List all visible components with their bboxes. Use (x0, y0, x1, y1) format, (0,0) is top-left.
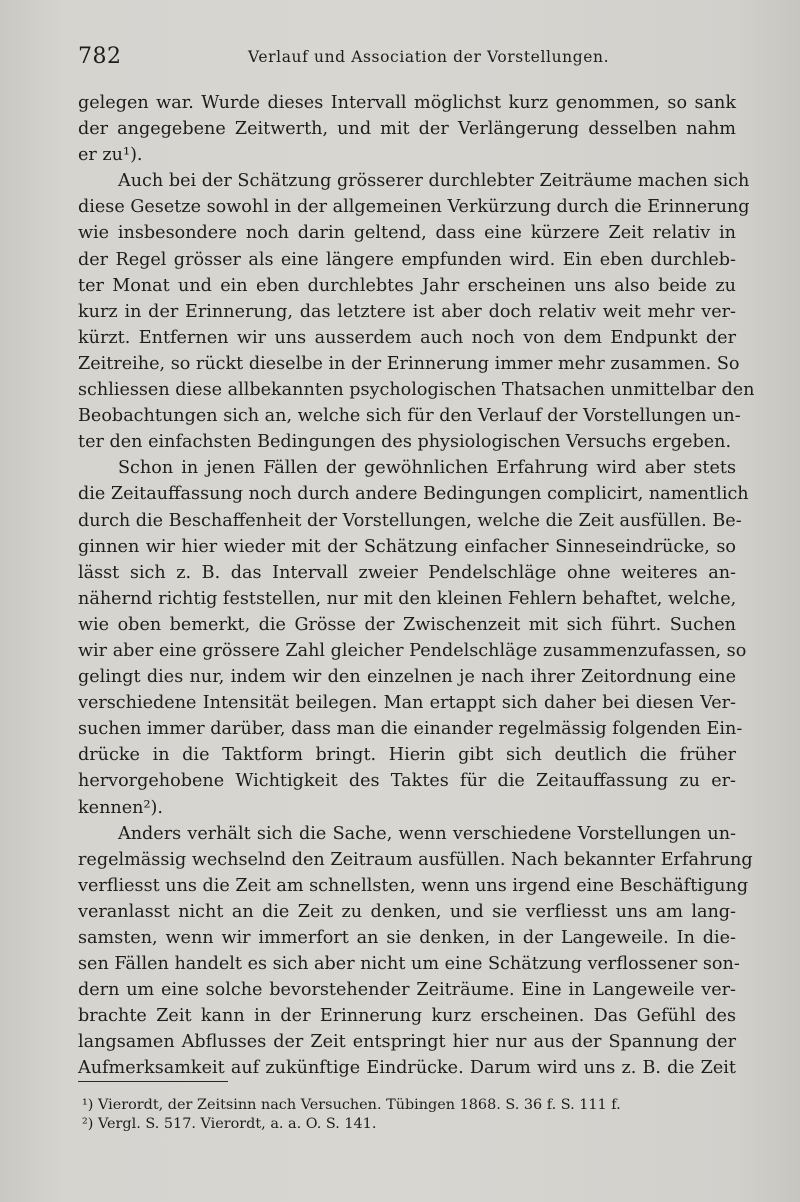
body-text (78, 90, 755, 1082)
text-line: gelegen war. Wurde dieses Intervall möglichst kurz genommen, so sank (78, 93, 736, 113)
page-header (78, 44, 738, 74)
text-line: regelmässig wechselnd den Zeitraum ausfüllen. Nach bekannter Erfahrung (78, 849, 753, 870)
text-line: verschiedene Intensität beilegen. Man ertappt sich daher bei diesen Ver- (78, 693, 736, 714)
text-line: Zeitreihe, so rückt dieselbe in der Erinnerung immer mehr zusammen. So (78, 353, 740, 374)
text-line: ginnen wir hier wieder mit der Schätzung einfacher Sinneseindrücke, so (78, 536, 736, 557)
text-line: veranlasst nicht an die Zeit zu denken, und sie verfliesst uns am lang- (78, 901, 736, 922)
text-line: drücke in die Taktform bringt. Hierin gibt sich deutlich die früher (78, 745, 736, 766)
text-line: sen Fällen handelt es sich aber nicht um eine Schätzung verflossener son- (78, 954, 740, 975)
text-line: suchen immer darüber, dass man die einander regelmässig folgenden Ein- (78, 719, 743, 740)
text-line: brachte Zeit kann in der Erinnerung kurz erscheinen. Das Gefühl des (78, 1006, 736, 1027)
text-line: die Zeitauffassung noch durch andere Bedingungen complicirt, namentlich (78, 484, 749, 505)
text-line: wir aber eine grössere Zahl gleicher Pendelschläge zusammenzufassen, so (78, 640, 747, 661)
page-number: 782 (78, 44, 122, 69)
text-line: lässt sich z. B. das Intervall zweier Pendelschläge ohne weiteres an- (78, 562, 736, 583)
text-line: verfliesst uns die Zeit am schnellsten, wenn uns irgend eine Beschäftigung (78, 875, 749, 896)
text-line: der Regel grösser als eine längere empfunden wird. Ein eben durchleb- (78, 249, 736, 270)
text-line: kurz in der Erinnerung, das letztere ist aber doch relativ weit mehr ver- (78, 301, 736, 322)
text-line: wie oben bemerkt, die Grösse der Zwischenzeit mit sich führt. Suchen (78, 614, 736, 635)
paragraph-start-line: Schon in jenen Fällen der gewöhnlichen Erfahrung wird aber stets (118, 458, 736, 479)
text-line: nähernd richtig feststellen, nur mit den kleinen Fehlern behaftet, welche, (78, 588, 737, 609)
text-line: hervorgehobene Wichtigkeit des Taktes für die Zeitauffassung zu er- (78, 771, 736, 792)
footnote: ²) Vergl. S. 517. Vierordt, a. a. O. S. 141. (82, 1116, 377, 1132)
text-line: Aufmerksamkeit auf zukünftige Eindrücke. Darum wird uns z. B. die Zeit (78, 1058, 736, 1079)
text-line: samsten, wenn wir immerfort an sie denken, in der Langeweile. In die- (78, 928, 736, 948)
text-line: langsamen Abflusses der Zeit entspringt hier nur aus der Spannung der (78, 1032, 736, 1053)
text-line: der angegebene Zeitwerth, und mit der Verlängerung desselben nahm (78, 119, 736, 140)
text-line: diese Gesetze sowohl in der allgemeinen Verkürzung durch die Erinnerung (78, 197, 750, 218)
footnote: ¹) Vierordt, der Zeitsinn nach Versuchen. Tübingen 1868. S. 36 f. S. 111 f. (82, 1097, 621, 1113)
text-line: wie insbesondere noch darin geltend, dass eine kürzere Zeit relativ in (78, 223, 736, 244)
text-line: gelingt dies nur, indem wir den einzelnen je nach ihrer Zeitordnung eine (78, 667, 736, 688)
text-line: dern um eine solche bevorstehender Zeiträume. Eine in Langeweile ver- (78, 980, 736, 1001)
text-line: schliessen diese allbekannten psychologischen Thatsachen unmittelbar den (78, 380, 755, 401)
text-line: Beobachtungen sich an, welche sich für den Verlauf der Vorstellungen un- (78, 406, 741, 427)
text-line: kennen²). (78, 797, 163, 818)
text-line: kürzt. Entfernen wir uns ausserdem auch noch von dem Endpunkt der (78, 327, 736, 348)
text-line: er zu¹). (78, 145, 143, 166)
footnotes (82, 1096, 742, 1134)
text-line: durch die Beschaffenheit der Vorstellungen, welche die Zeit ausfüllen. Be- (78, 510, 742, 531)
footnote-divider (78, 1081, 228, 1082)
text-line: ter Monat und ein eben durchlebtes Jahr erscheinen uns also beide zu (78, 275, 736, 296)
paragraph-start-line: Auch bei der Schätzung grösserer durchlebter Zeiträume machen sich (118, 171, 750, 192)
paragraph-start-line: Anders verhält sich die Sache, wenn verschiedene Vorstellungen un- (118, 823, 736, 844)
running-title: Verlauf und Association der Vorstellungen. (248, 48, 610, 66)
text-line: ter den einfachsten Bedingungen des physiologischen Versuchs ergeben. (78, 432, 732, 453)
